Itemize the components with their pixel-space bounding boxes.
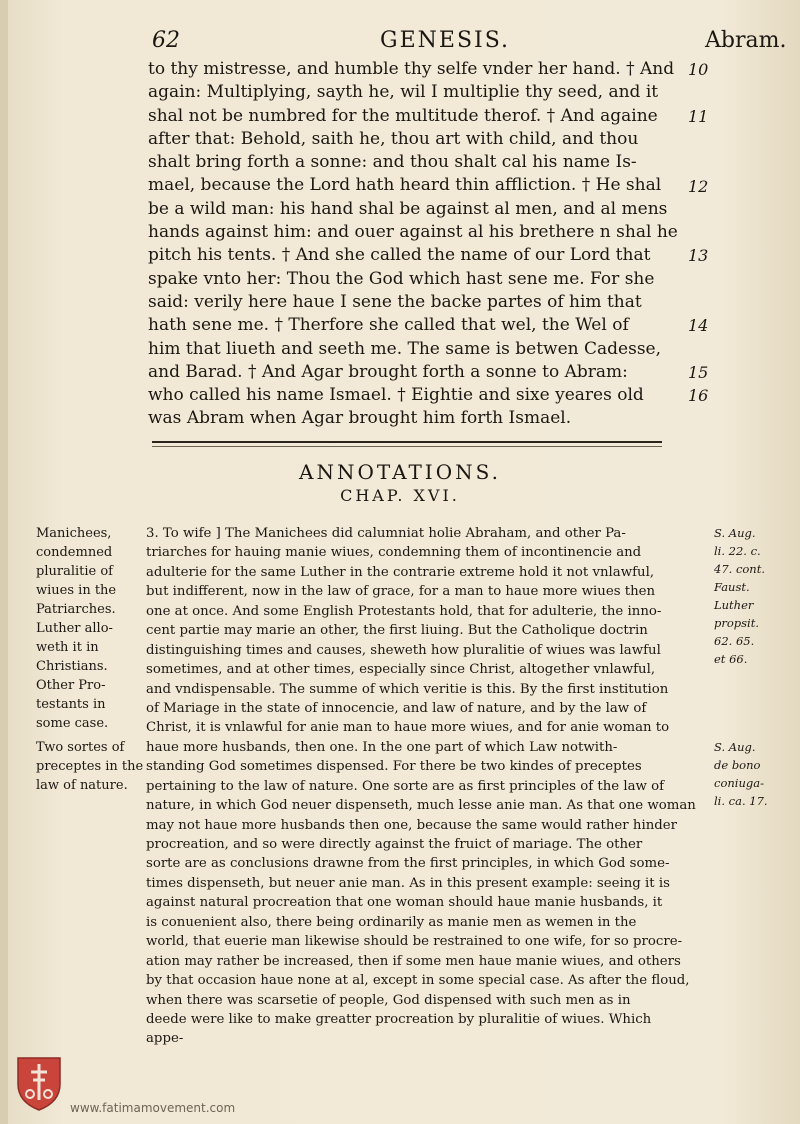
note-line: pertaining to the law of nature. One sorte are as first principles of the law of [146, 778, 665, 794]
note-line: Christ, it is vnlawful for anie man to haue more wiues, and for anie woman to [146, 720, 670, 736]
margin-note-line: condemned [36, 545, 113, 560]
text-line: shalt bring forth a sonne: and thou shalt cal his name Is- [148, 152, 637, 173]
margin-note [36, 738, 143, 795]
note-line: standing God sometimes dispensed. For there be two kindes of preceptes [146, 759, 642, 775]
margin-note-line: Christians. [36, 659, 108, 674]
note-line: but indifferent, now in the law of grace, for a man to haue more wiues then [146, 584, 656, 600]
text-line: pitch his tents. † And she called the name of our Lord that [148, 245, 651, 266]
note-line: when there was scarsetie of people, God dispensed with such men as in [146, 992, 631, 1008]
verse-number: 14 [688, 316, 709, 336]
verse-number: 10 [688, 60, 709, 79]
note-line: triarches for hauing manie wiues, condemning them of incontinencie and [146, 545, 642, 561]
note-line: procreation, and so were directly against the fruict of mariage. The other [146, 837, 643, 852]
scripture-text [148, 58, 688, 431]
margin-note-line: weth it in [36, 640, 99, 655]
note-line: by that occasion haue none at al, except in some special case. As after the floud, [146, 973, 690, 989]
margin-note [36, 524, 116, 733]
margin-note-line: Two sortes of [36, 739, 125, 755]
verse-number: 11 [688, 106, 709, 126]
note-line: adulterie for the same Luther in the contrarie extreme hold it not vnlawful, [146, 564, 655, 580]
book-title: GENESIS. [380, 28, 510, 53]
text-line: to thy mistresse, and humble thy selfe vnder her hand. † And [148, 59, 675, 79]
note-line: of Mariage in the state of innocencie, and law of nature, and by the law of [146, 700, 647, 716]
text-line: said: verily here haue I sene the backe partes of him that [148, 291, 642, 312]
margin-note-line: de bono [714, 757, 761, 772]
note-line: sometimes, and at other times, especially since Christ, altogether vnlawful, [146, 662, 656, 678]
margin-note-line: pluralitie of [36, 564, 113, 579]
note-line: cent partie may marie an other, the first liuing. But the Catholique doctrin [146, 623, 648, 639]
text-line: hath sene me. † Therfore she called that wel, the Wel of [148, 315, 629, 336]
text-line: again: Multiplying, sayth he, wil I multiplie thy seed, and it [148, 82, 659, 103]
margin-note-line: Luther allo- [36, 621, 113, 636]
margin-note-line: li. 22. c. [714, 544, 761, 558]
text-line: him that liueth and seeth me. The same is betwen Cadesse, [148, 338, 662, 359]
margin-note-line: testants in [36, 697, 106, 712]
note-line: 3. To wife ] The Manichees did calumniat holie Abraham, and other Pa- [146, 526, 626, 541]
note-line: is conuenient also, there being ordinarily as manie men as wemen in the [146, 914, 637, 930]
note-line: ation may rather be increased, then if some men haue manie wiues, and others [146, 953, 681, 969]
note-line: against natural procreation that one woman should haue manie husbands, it [146, 895, 663, 911]
note-line: sorte are as conclusions drawne from the first principles, in which God some- [146, 856, 670, 872]
verse-number: 16 [688, 386, 709, 406]
margin-note-line: Luther [714, 598, 754, 612]
running-header [0, 26, 800, 60]
running-head: Abram. [705, 28, 787, 53]
margin-note-line: coniuga- [714, 775, 764, 790]
margin-note-line: S. Aug. [714, 526, 756, 540]
note-line: haue more husbands, then one. In the one part of which Law notwith- [146, 739, 618, 755]
note-line: nature, in which God neuer dispenseth, much lesse anie man. As that one woman [146, 798, 696, 814]
margin-note-line: 62. 65. [714, 634, 755, 648]
text-line: mael, because the Lord hath heard thin affliction. † He shal [148, 175, 662, 196]
chapter-heading: CHAP. XVI. [340, 486, 460, 505]
margin-note-line: preceptes in the [36, 758, 144, 774]
margin-note-line: Patriarches. [36, 602, 116, 617]
text-line: be a wild man: his hand shal be against al men, and al mens [148, 198, 668, 219]
note-line: times dispenseth, but neuer anie man. As in this present example: seeing it is [146, 875, 670, 891]
page-number: 62 [152, 28, 180, 53]
annotation-text [146, 524, 711, 1049]
note-line: world, that euerie man likewise should be restrained to one wife, for so procre- [146, 934, 683, 950]
margin-note-line: wiues in the [36, 583, 117, 598]
note-line: distinguishing times and causes, sheweth how pluralitie of wiues was lawful [146, 642, 661, 658]
note-line: may not haue more husbands then one, because the same would rather hinder [146, 817, 678, 833]
divider-rule [152, 441, 662, 443]
margin-note-line: Manichees, [36, 526, 112, 541]
margin-note [714, 738, 768, 810]
footer-url: www.fatimamovement.com [70, 1101, 236, 1115]
papal-seal-icon [14, 1054, 64, 1112]
margin-note-line: Other Pro- [36, 678, 106, 693]
text-line: shal not be numbred for the multitude therof. † And againe [148, 105, 658, 126]
text-line: was Abram when Agar brought him forth Ismael. [148, 408, 572, 429]
note-line: one at once. And some English Protestants hold, that for adulterie, the inno- [146, 603, 662, 619]
verse-number: 13 [688, 246, 709, 266]
text-line: who called his name Ismael. † Eightie and sixe yeares old [148, 385, 644, 406]
margin-note-line: S. Aug. [714, 739, 756, 754]
margin-note-line: et 66. [714, 652, 748, 666]
text-line: after that: Behold, saith he, thou art with child, and thou [148, 128, 639, 149]
page-edge [0, 0, 8, 1124]
margin-note-line: propsit. [714, 616, 760, 630]
text-line: and Barad. † And Agar brought forth a sonne to Abram: [148, 361, 628, 382]
verse-number: 12 [688, 176, 709, 196]
margin-note-line: 47. cont. [714, 562, 765, 576]
margin-note-line: li. ca. 17. [714, 793, 768, 808]
text-line: hands against him: and ouer against al his brethere n shal he [148, 222, 678, 243]
note-line: and vndispensable. The summe of which veritie is this. By the first institution [146, 681, 669, 697]
margin-note-line: law of nature. [36, 777, 128, 793]
note-line: appe- [146, 1031, 184, 1047]
margin-note-line: Faust. [714, 580, 750, 594]
text-line: spake vnto her: Thou the God which hast sene me. For she [148, 268, 655, 289]
margin-note-line: some case. [36, 716, 109, 731]
margin-note [714, 524, 765, 668]
note-line: deede were like to make greatter procreation by pluralitie of wiues. Which [146, 1011, 652, 1027]
verse-number: 15 [688, 362, 709, 382]
annotations-title: ANNOTATIONS. [299, 460, 501, 484]
divider-rule-thin [152, 446, 662, 447]
